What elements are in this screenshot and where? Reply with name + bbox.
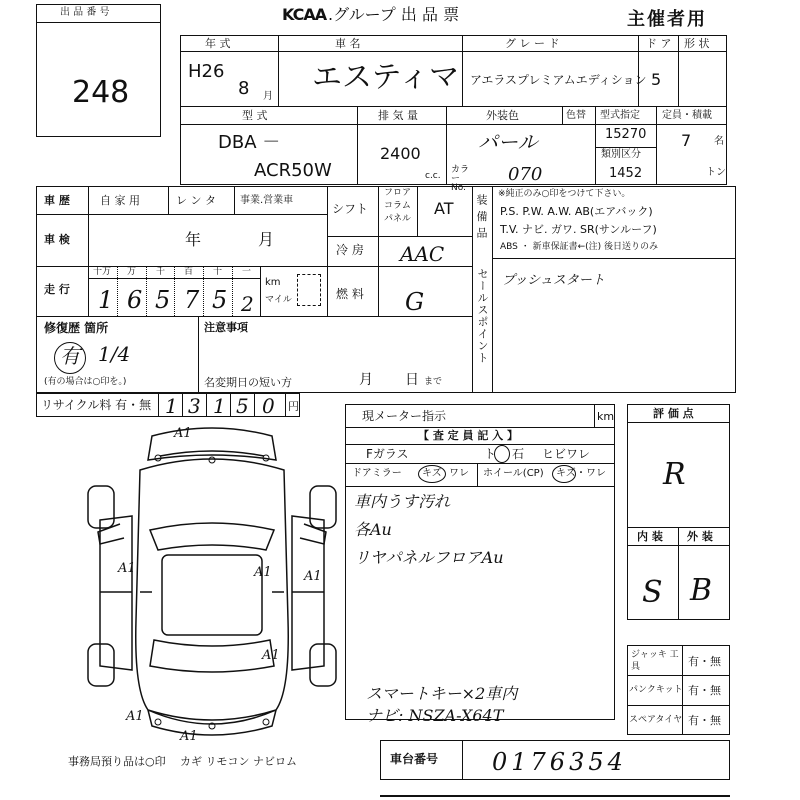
exterior-label: 外 装 [687, 530, 713, 543]
model-code: ACR50W [254, 160, 332, 181]
mileage-unit-km: km [265, 277, 281, 288]
shift-option-panel: パネル [384, 214, 412, 224]
cc-unit: c.c. [425, 171, 441, 181]
lot-box [36, 4, 161, 137]
inspector-wheel: ホイール(CP) [483, 468, 544, 479]
shift-option-floor: フロア [384, 188, 412, 198]
accessory-jack-value: 有・無 [688, 655, 721, 668]
repair-circle [54, 342, 86, 374]
notes-until: まで [424, 377, 443, 387]
brand-logo: KCAA [282, 5, 327, 24]
recycle-digit-3: 1 [213, 394, 226, 418]
inspector-f-glass: Fガラス [366, 447, 409, 461]
inspector-stone: 石 [512, 447, 525, 461]
repair-caption: (有の場合は○印を。) [44, 377, 127, 387]
year-value: H26 [188, 61, 225, 82]
rating-value: R [663, 457, 686, 492]
notes-month-unit: 月 [359, 372, 373, 388]
mileage-label: 走 行 [44, 283, 70, 296]
inspector-note-3: リヤパネルフロアAu [354, 548, 504, 567]
chassis-label: 車台番号 [390, 752, 439, 766]
recycle-unit: 円 [288, 400, 299, 413]
color-no-label: カラー No. [451, 165, 470, 193]
displacement-value: 2400 [380, 144, 421, 163]
history-option-private: 自 家 用 [100, 194, 140, 207]
interior-label: 内 装 [637, 530, 663, 543]
grade-value: アエラスプレミアムエディション [470, 73, 647, 87]
copy-type: 主催者用 [627, 9, 707, 30]
model-prefix: DBA － [218, 132, 281, 153]
history-option-rental: レ ン タ [176, 194, 216, 207]
mirror-scratch-circle [418, 465, 446, 483]
recycle-label: リサイクル料 有・無 [41, 398, 152, 412]
inspector-note-2: 各Au [354, 520, 392, 539]
inspector-bottom-note-1: スマートキー×2車内 [366, 684, 518, 703]
damage-mark-rear: A1 [180, 729, 198, 744]
diagram-keys: カギ リモコン ナビロム [180, 755, 297, 768]
rating-label: 評 価 点 [653, 407, 694, 420]
mileage-unit-100: 百 [184, 267, 194, 277]
equipment-label: 装 備 品 [475, 194, 488, 239]
exterior-color: パール [478, 130, 538, 154]
inspector-title: 【 査 定 員 記 入 】 [418, 429, 518, 442]
fuel-value: G [405, 288, 425, 316]
mileage-digit-100k: 1 [98, 286, 114, 314]
seats-unit: 名 [714, 136, 724, 147]
ac-value: AAC [400, 242, 445, 266]
color-code-label: 色替 [566, 110, 586, 121]
mileage-digit-1: 2 [241, 292, 254, 316]
inspector-bottom-note-2: ナビ: NSZA-X64T [366, 706, 504, 725]
shape-label: 形 状 [684, 37, 710, 50]
category-label: 類別区分 [601, 149, 641, 160]
damage-mark-rear-right: A1 [262, 648, 280, 663]
mileage-digit-10k: 6 [127, 286, 143, 314]
history-label: 車 歴 [44, 194, 70, 207]
recycle-digit-1: 1 [165, 394, 178, 418]
mileage-digit-100: 7 [184, 286, 200, 314]
doors-value: 5 [651, 70, 662, 89]
mileage-digit-1k: 5 [155, 286, 171, 314]
meter-label: 現メーター指示 [362, 409, 447, 423]
color-no: 070 [508, 164, 543, 185]
shift-value: AT [434, 199, 454, 218]
history-option-commercial: 事業.営業車 [240, 195, 294, 206]
repair-note: 1/4 [98, 342, 131, 366]
accessory-puncture-value: 有・無 [688, 684, 721, 697]
mileage-digit-10: 5 [212, 286, 228, 314]
damage-mark-front: A1 [174, 426, 192, 441]
inspection-month-unit: 月 [258, 230, 275, 249]
inspection-year-unit: 年 [185, 230, 202, 249]
accessory-spare-value: 有・無 [688, 714, 721, 727]
doors-label: ド ア [646, 37, 672, 50]
notes-short-label: 名変期日の短い方 [204, 376, 292, 389]
inspector-wheel-crack: ・ワレ [576, 468, 606, 479]
inspection-label: 車 検 [44, 233, 70, 246]
exterior-value: B [690, 573, 713, 608]
equipment-line-2: T.V. ナビ. ガワ. SR(サンルーフ) [500, 223, 657, 236]
notes-day-unit: 日 [405, 372, 419, 388]
accessory-spare-label: スペアタイヤ [629, 715, 683, 725]
mileage-unit-100k: 十万 [93, 267, 112, 277]
inspector-mirror-crack: ワレ [449, 468, 469, 479]
shift-label: シフト [332, 202, 369, 216]
interior-value: S [642, 575, 663, 610]
selling-points-label: セールスポイント [476, 268, 489, 364]
mileage-unit-1: 一 [242, 267, 252, 277]
grade-label: グ レ ー ド [505, 37, 560, 50]
mileage-unit-10: 十 [213, 267, 223, 277]
month-value: 8 [238, 78, 250, 99]
inspector-door-mirror: ドアミラー [352, 468, 402, 479]
lot-number: 248 [72, 75, 130, 110]
recycle-digit-4: 5 [236, 394, 249, 418]
displacement-label: 排 気 量 [378, 109, 418, 122]
year-label: 年 式 [205, 37, 231, 50]
fuel-label: 燃 料 [336, 287, 364, 301]
repair-value: 有 [60, 344, 80, 368]
repair-label: 修復歴 箇所 [44, 321, 109, 335]
equipment-note: ※純正のみ○印をつけて下さい。 [498, 189, 631, 199]
wheel-scratch-circle [552, 465, 576, 483]
mileage-unit-10k: 万 [127, 267, 137, 277]
month-unit: 月 [263, 91, 273, 102]
recycle-digit-2: 3 [188, 394, 201, 418]
inspector-note-1: 車内うす汚れ [354, 492, 451, 511]
damage-mark-left-door: A1 [118, 561, 136, 576]
model-label: 型 式 [242, 109, 268, 122]
mileage-unit-1k: 千 [156, 267, 166, 277]
selling-points-text: プッシュスタート [502, 273, 605, 288]
inspector-wheel-scratch: キズ [556, 468, 576, 479]
seats-value: 7 [681, 131, 692, 150]
accessory-jack-label: ジャッキ 工 具 [631, 650, 679, 672]
type-approval-label: 型式指定 [600, 110, 640, 121]
inspector-crack: ヒビワレ [542, 447, 591, 461]
car-name: エスティマ [312, 60, 459, 95]
equipment-line-1: P.S. P.W. A.W. AB(エアバック) [500, 205, 653, 218]
meter-unit: km [597, 410, 615, 423]
shift-option-column: コラム [384, 201, 411, 211]
type-approval-value: 15270 [605, 127, 647, 142]
category-value: 1452 [609, 166, 643, 181]
lot-label: 出 品 番 号 [60, 7, 110, 18]
inspector-mirror-scratch: キズ [422, 468, 442, 479]
damage-mark-rear-left: A1 [126, 709, 144, 724]
load-unit: トン [706, 167, 726, 178]
diagram-caption: 事務局預り品は○印 [68, 755, 166, 768]
mile-checkbox [297, 274, 321, 306]
mileage-unit-mile: マイル [265, 295, 292, 305]
damage-mark-right-side: A1 [304, 569, 322, 584]
notes-label: 注意事項 [204, 321, 248, 334]
chassis-value: 0176354 [492, 748, 627, 776]
damage-mark-right-door: A1 [254, 565, 272, 580]
accessory-puncture-label: パンクキット [629, 685, 683, 695]
inspector-circle-mark [494, 445, 510, 463]
capacity-label: 定員・積載 [662, 110, 712, 121]
recycle-digit-5: 0 [262, 394, 275, 418]
equipment-line-3: ABS ・ 新車保証書←(注) 後日送りのみ [500, 242, 659, 252]
form-title: .グループ 出 品 票 [328, 5, 460, 24]
car-name-label: 車 名 [335, 37, 361, 50]
color-label: 外装色 [486, 109, 519, 122]
inspector-to: ト [484, 447, 497, 461]
ac-label: 冷 房 [336, 243, 364, 257]
